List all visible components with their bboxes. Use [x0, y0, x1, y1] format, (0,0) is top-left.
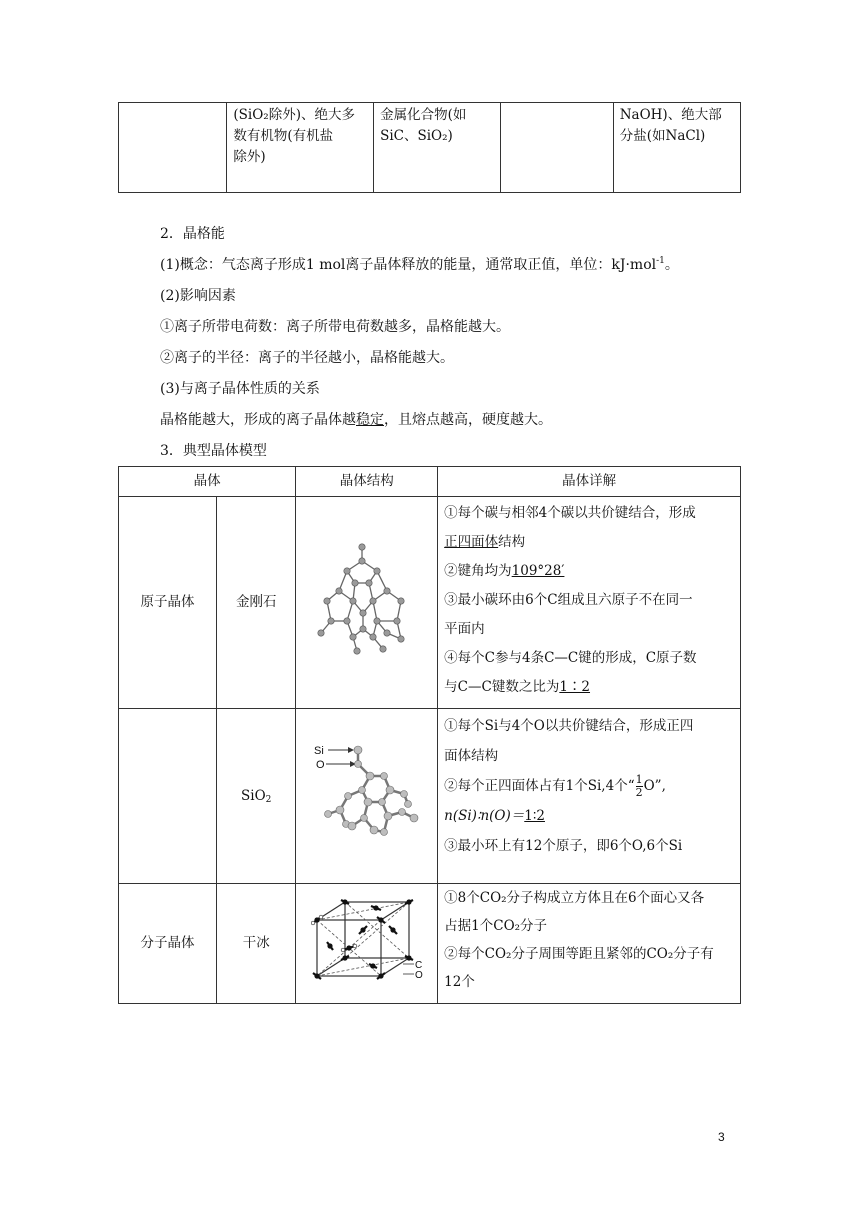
label-si: Si: [313, 745, 324, 757]
page-number: 3: [718, 1130, 725, 1144]
top-table-col1: [119, 103, 227, 193]
category-atomic-crystal: 原子晶体: [119, 497, 217, 709]
diamond-structure-illustration: [317, 539, 417, 659]
category-molecular-crystal: 分子晶体: [119, 884, 217, 1004]
sio2-detail: ①每个Si与4个O以共价键结合，形成正四 面体结构 ②每个正四面体占有1个Si,4个“ $\frac{1}{2}$ O”, n(Si)∶n(O)＝1∶2 ③最小环上有12个原子，即6个O,6个Si: [438, 709, 741, 884]
section3-title: 3．典型晶体模型: [160, 443, 267, 459]
top-table-col5: NaOH)、绝大部 分盐(如NaCl): [613, 103, 740, 193]
top-table-col3: 金属化合物(如 SiC、SiO₂): [374, 103, 501, 193]
lattice-energy-concept: (1)概念：气态离子形成1 mol离子晶体释放的能量，通常取正值，单位：kJ·mol$^{-1}$。: [160, 256, 679, 273]
header-structure: 晶体结构: [296, 467, 438, 497]
diamond-detail: ①每个碳与相邻4个碳以共价键结合，形成 正四面体结构 ②键角均为109°28′ ③最小碳环由6个C组成且六原子不在同一 平面内 ④每个C参与4条C—C键的形成，C原子数 与C—C键数之比为1∶2: [438, 497, 741, 709]
dry-ice-detail: ①8个CO₂分子构成立方体且在6个面心又各 占据1个CO₂分子 ②每个CO₂分子周围等距且紧邻的CO₂分子有 12个: [438, 884, 741, 1004]
label-o: O: [315, 759, 325, 771]
name-dry-ice: 干冰: [217, 884, 296, 1004]
factor-radius: ②离子的半径：离子的半径越小，晶格能越大。: [160, 350, 454, 366]
label-o: O: [414, 970, 423, 981]
dry-ice-structure-cell: [296, 884, 438, 1004]
dry-ice-structure-illustration: [311, 898, 423, 982]
fraction-one-half: $\frac{1}{2}$: [635, 773, 643, 799]
factors-title: (2)影响因素: [160, 288, 236, 304]
relation-text: 晶格能越大，形成的离子晶体越稳定，且熔点越高，硬度越大。: [160, 412, 552, 428]
header-crystal: 晶体: [119, 467, 296, 497]
label-c: C: [414, 960, 422, 971]
top-table-col2: (SiO₂除外)、绝大多 数有机物(有机盐 除外): [227, 103, 374, 193]
top-table-col4: [501, 103, 613, 193]
name-sio2: SiO$_2$: [217, 709, 296, 884]
top-table: [118, 102, 741, 193]
crystal-table: [118, 466, 741, 1004]
header-detail: 晶体详解: [438, 467, 741, 497]
diamond-structure-cell: [296, 497, 438, 709]
section2-title: 2．晶格能: [160, 226, 225, 242]
name-diamond: 金刚石: [217, 497, 296, 709]
sio2-structure-illustration: [312, 740, 422, 845]
relation-title: (3)与离子晶体性质的关系: [160, 381, 320, 397]
sio2-structure-cell: [296, 709, 438, 884]
category-sio2-blank: [119, 709, 217, 884]
factor-charge: ①离子所带电荷数：离子所带电荷数越多，晶格能越大。: [160, 319, 510, 335]
